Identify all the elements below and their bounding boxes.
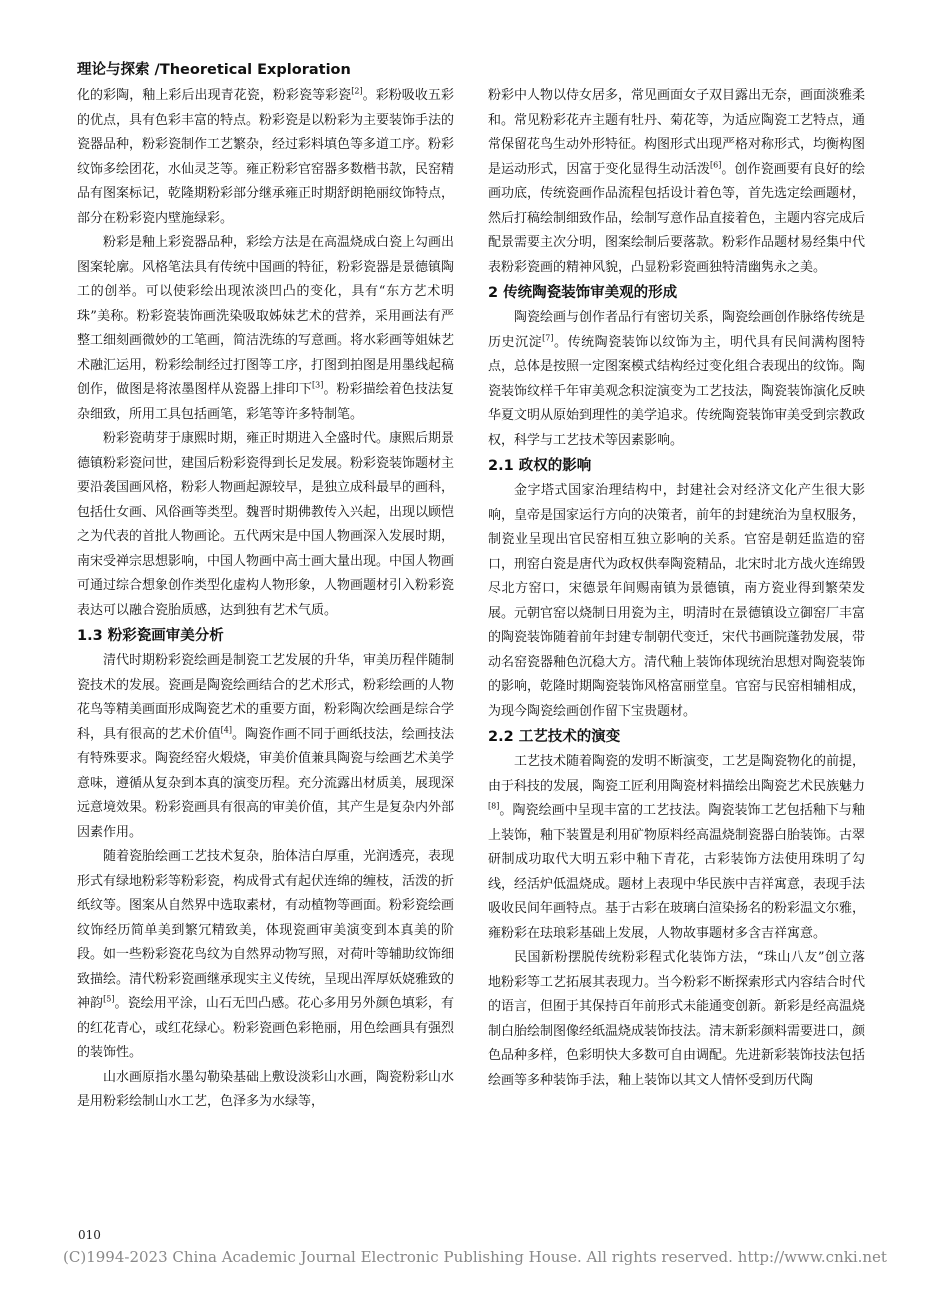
section-heading-1-3: 1.3 粉彩瓷画审美分析: [77, 628, 224, 644]
citation-ref: [8]: [488, 801, 500, 811]
citation-ref: [4]: [220, 725, 232, 735]
paragraph: 民国新粉摆脱传统粉彩程式化装饰方法，“珠山八友”创立落地粉彩等工艺拓展其表现力。当今粉彩不断探索形式内容结合时代的语言，但囿于其保持百年前形式未能通变创新。新彩是经高温烧制白胎绘制图像经纸温烧成装饰技法。清末新彩颜料需要进口，颜色品种多样，色彩明快大多数可自由调配。先进新彩装饰技法包括绘画等多种装饰手法，釉上装饰以其文人情怀受到历代陶: [488, 950, 866, 1088]
citation-ref: [3]: [312, 380, 324, 390]
running-header: 理论与探索 /Theoretical Exploration: [77, 62, 351, 78]
citation-ref: [2]: [351, 86, 363, 96]
paragraph: 清代时期粉彩瓷绘画是制瓷工艺发展的升华，审美历程伴随制瓷技术的发展。瓷画是陶瓷绘画结合的艺术形式，粉彩绘画的人物花鸟等精美画面形成陶瓷艺术的重要方面，粉彩陶次绘画是综合学科，具有很高的艺术价值[4]。陶瓷作画不同于画纸技法，绘画技法有特殊要求。陶瓷经窑火煅烧，审美价值兼具陶瓷与绘画艺术美学意味，遵循从复杂到本真的演变历程。充分流露出材质美，展现深远意境效果。粉彩瓷画具有很高的审美价值，其产生是复杂内外部因素作用。: [77, 653, 455, 840]
paragraph: 工艺技术随着陶瓷的发明不断演变，工艺是陶瓷物化的前提，由于科技的发展，陶瓷工匠利用陶瓷材料描绘出陶瓷艺术民族魅力[8]。陶瓷绘画中呈现丰富的工艺技法。陶瓷装饰工艺包括釉下与釉上装饰，釉下装置是利用矿物原料经高温烧制瓷器白胎装饰。古翠研制成功取代大明五彩中釉下青花，古彩装饰方法使用珠明了勾线，经活炉低温烧成。题材上表现中华民族中吉祥寓意，表现手法吸收民间年画特点。基于古彩在玻璃白渲染扬名的粉彩温文尔雅，雍粉彩在珐琅彩基础上发展，人物故事题材多含吉祥寓意。: [488, 754, 866, 941]
citation-ref: [7]: [542, 333, 554, 343]
paragraph: 粉彩中人物以侍女居多，常见画面女子双目露出无奈，画面淡雅柔和。常见粉彩花卉主题有牡丹、菊花等，为适应陶瓷工艺特点，通常保留花鸟生动外形特征。构图形式出现严格对称形式，均衡构图是运动形式，因富于变化显得生动活泼[6]。创作瓷画要有良好的绘画功底，传统瓷画作品流程包括设计着色等，首先选定绘画题材，然后打稿绘制细致作品，绘制写意作品直接着色，主题内容完成后配景需要主次分明，图案绘制后要落款。粉彩作品题材易经集中代表粉彩瓷画的精神风貌，凸显粉彩瓷画独特清幽隽永之美。: [488, 88, 866, 275]
paragraph: 化的彩陶，釉上彩后出现青花瓷，粉彩瓷等彩瓷[2]。彩粉吸收五彩的优点，具有色彩丰富的特点。粉彩瓷是以粉彩为主要装饰手法的瓷器品种，粉彩瓷制作工艺繁杂，经过彩料填色等多道工序。粉彩纹饰多绘团花，水仙灵芝等。雍正粉彩官窑器多数楷书款，民窑精品有图案标记，乾隆期粉彩部分继承雍正时期舒朗艳丽纹饰特点，部分在粉彩瓷内壁施绿彩。: [77, 86, 455, 226]
section-heading-2-2: 2.2 工艺技术的演变: [488, 729, 621, 745]
paragraph: 随着瓷胎绘画工艺技术复杂，胎体洁白厚重，光润透亮，表现形式有绿地粉彩等粉彩瓷，构成骨式有起伏连绵的缠枝，活泼的折纸纹等。图案从自然界中选取素材，有动植物等画面。粉彩瓷绘画纹饰经历简单美到繁冗精致美，体现瓷画审美演变到本真美的阶段。如一些粉彩瓷花鸟纹为自然界动物写照，对荷叶等辅助纹饰细致描绘。清代粉彩瓷画继承现实主义传统，呈现出浑厚妖娆雅致的神韵[5]。瓷绘用平涂，山石无凹凸感。花心多用另外颜色填彩，有的红花青心，或红花绿心。粉彩瓷画色彩艳丽，用色绘画具有强烈的装饰性。: [77, 849, 455, 1060]
paragraph: 陶瓷绘画与创作者品行有密切关系，陶瓷绘画创作脉络传统是历史沉淀[7]。传统陶瓷装饰以纹饰为主，明代具有民间满构图特点，总体是按照一定图案模式结构经过变化组合表现出的纹饰。陶瓷装饰纹样千年审美观念积淀演变为工艺技法，陶瓷装饰演化反映华夏文明从原始到理性的美学追求。传统陶瓷装饰审美受到宗教政权，科学与工艺技术等因素影响。: [488, 310, 866, 448]
copyright-footer: (C)1994-2023 China Academic Journal Electronic Publishing House. All rights reserved. http://www.cnki.net: [63, 1248, 887, 1266]
right-column: [488, 84, 865, 1093]
left-column: [77, 84, 454, 1115]
citation-ref: [6]: [710, 160, 722, 170]
citation-ref: [5]: [103, 994, 115, 1004]
section-heading-2-1: 2.1 政权的影响: [488, 458, 592, 474]
section-heading-2: 2 传统陶瓷装饰审美观的形成: [488, 285, 678, 301]
page-number: 010: [78, 1228, 101, 1242]
paragraph: 粉彩是釉上彩瓷器品种，彩绘方法是在高温烧成白瓷上勾画出图案轮廓。风格笔法具有传统中国画的特征，粉彩瓷器是景德镇陶工的创举。可以使彩绘出现浓淡凹凸的变化，具有“东方艺术明珠”美称。粉彩瓷装饰画洗染吸取姊妹艺术的营养，采用画法有严整工细刻画微妙的工笔画，简洁洗练的写意画。将水彩画等姐妹艺术融汇运用，粉彩绘制经过打图等工序，打图到拍图是用墨线起稿创作，做图是将浓墨图样从瓷器上排印下[3]。粉彩描绘着色技法复杂细致，所用工具包括画笔，彩笔等许多特制笔。: [77, 235, 455, 422]
paragraph: 金字塔式国家治理结构中，封建社会对经济文化产生很大影响，皇帝是国家运行方向的决策者，前年的封建统治为皇权服务，制瓷业呈现出官民窑相互独立影响的关系。官窑是朝廷监造的窑口，刑窑白瓷是唐代为政权供奉陶瓷精品，北宋时北方战火连绵毁尽北方窑口，宋德景年间赐南镇为景德镇，南方瓷业得到繁荣发展。元朝官窑以烧制日用瓷为主，明清时在景德镇设立御窑厂丰富的陶瓷装饰随着前年封建专制朝代变迁，宋代书画院蓬勃发展，带动名窑瓷器釉色沉稳大方。清代釉上装饰体现统治思想对陶瓷装饰的影响，乾隆时期陶瓷装饰风格富丽堂皇。官窑与民窑相辅相成，为现今陶瓷绘画创作留下宝贵题材。: [488, 483, 866, 719]
paragraph: 粉彩瓷萌芽于康熙时期，雍正时期进入全盛时代。康熙后期景德镇粉彩瓷问世，建国后粉彩瓷得到长足发展。粉彩瓷装饰题材主要沿袭国画风格，粉彩人物画起源较早，是独立成科最早的画科，包括仕女画、风俗画等类型。魏晋时期佛教传入兴起，出现以顾恺之为代表的首批人物画论。五代两宋是中国人物画深入发展时期，南宋受禅宗思想影响，中国人物画中高士画大量出现。中国人物画可通过综合想象创作类型化虚构人物形象，人物画题材引入粉彩瓷表达可以融合瓷胎质感，达到独有艺术气质。: [77, 431, 455, 618]
paragraph: 山水画原指水墨勾勒染基础上敷设淡彩山水画，陶瓷粉彩山水是用粉彩绘制山水工艺，色泽多为水绿等，: [77, 1069, 455, 1109]
